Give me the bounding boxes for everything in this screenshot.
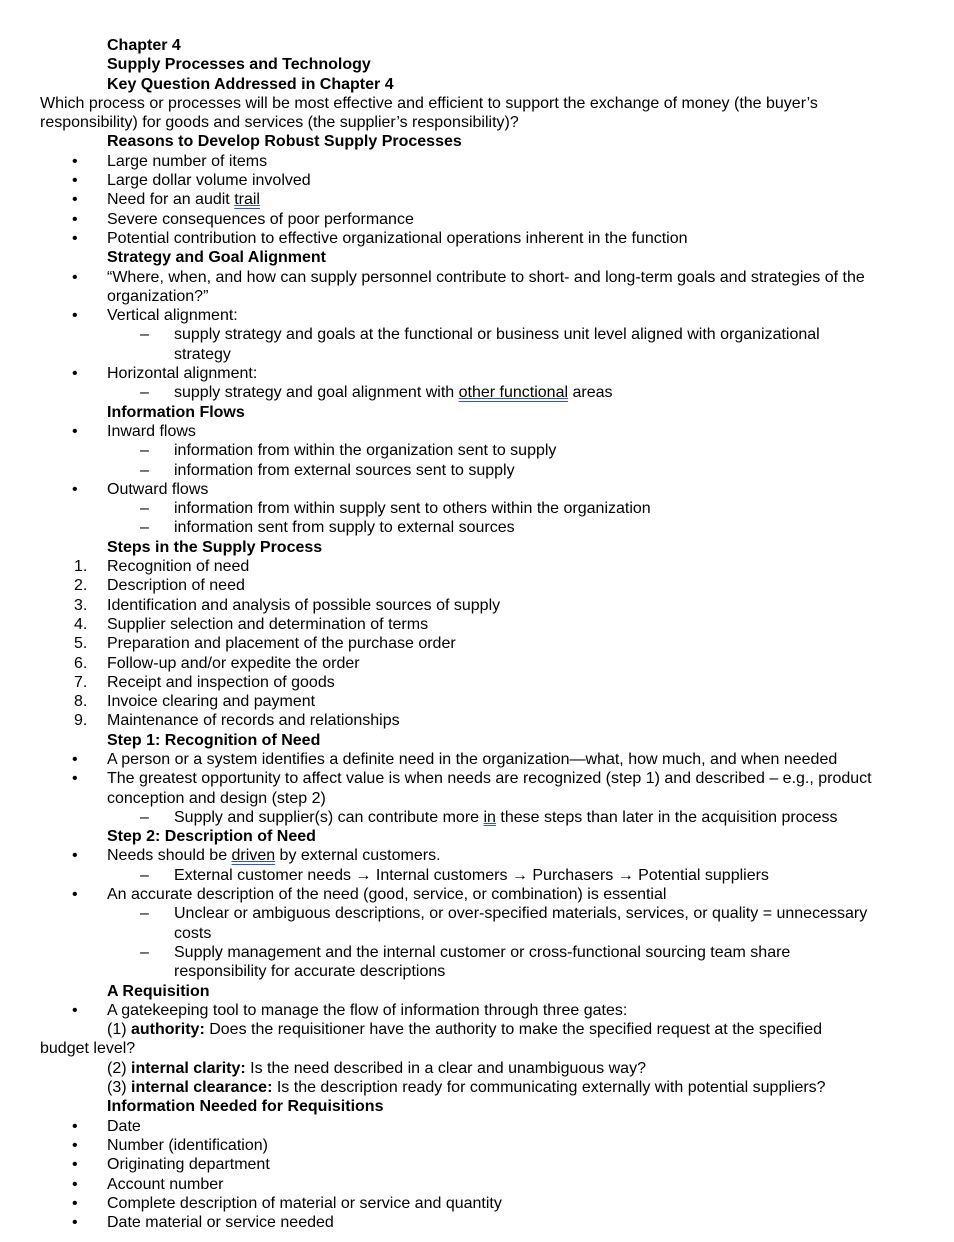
list-item: • Number (identification) xyxy=(72,1136,268,1154)
list-item: • Account number xyxy=(72,1175,224,1193)
list-item: • Needs should be driven by external customers. xyxy=(72,847,441,865)
numbered-item: 6. Follow-up and/or expedite the order xyxy=(74,654,360,672)
numbered-item: 7. Receipt and inspection of goods xyxy=(74,673,335,691)
numbered-item: 9. Maintenance of records and relationships xyxy=(74,712,400,730)
bullet-icon: • xyxy=(72,210,78,228)
sub-list-item: – supply strategy and goals at the functional or business unit level aligned with organizational xyxy=(140,326,820,344)
dash-icon: – xyxy=(140,461,149,479)
list-item: • Horizontal alignment: xyxy=(72,365,258,383)
bullet-icon: • xyxy=(72,191,78,209)
numbered-item: 3. Identification and analysis of possible sources of supply xyxy=(74,596,501,614)
sub-list-item: – External customer needs → Internal customers → Purchasers → Potential suppliers xyxy=(140,866,769,884)
step2-heading: Step 2: Description of Need xyxy=(107,828,316,846)
sub-list-item: – information from within the organization sent to supply xyxy=(140,442,557,460)
sub-list-item: – information from external sources sent to supply xyxy=(140,461,515,479)
list-item-continuation: organization?” xyxy=(107,287,209,305)
list-item: • Inward flows xyxy=(72,422,196,440)
strategy-heading: Strategy and Goal Alignment xyxy=(107,249,326,267)
key-question-line: responsibility) for goods and services (the supplier’s responsibility)? xyxy=(40,114,519,132)
spellcheck-word[interactable]: trail xyxy=(234,191,260,209)
info-needed-heading: Information Needed for Requisitions xyxy=(107,1098,384,1116)
bullet-icon: • xyxy=(72,1194,78,1212)
bullet-icon: • xyxy=(72,172,78,190)
bullet-icon: • xyxy=(72,268,78,286)
step1-heading: Step 1: Recognition of Need xyxy=(107,731,321,749)
list-item: • Severe consequences of poor performance xyxy=(72,210,414,228)
numbered-item: 8. Invoice clearing and payment xyxy=(74,693,316,711)
bullet-icon: • xyxy=(72,152,78,170)
list-item: • Originating department xyxy=(72,1156,270,1174)
chapter-title: Chapter 4 xyxy=(107,37,181,54)
bullet-icon: • xyxy=(72,886,78,904)
bullet-icon: • xyxy=(72,1117,78,1135)
dash-icon: – xyxy=(140,500,149,518)
bullet-icon: • xyxy=(72,1001,78,1019)
bullet-icon: • xyxy=(72,770,78,788)
sub-list-item-continuation: costs xyxy=(174,924,212,942)
dash-icon: – xyxy=(140,519,149,537)
sub-list-item: – Supply management and the internal customer or cross-functional sourcing team share xyxy=(140,943,791,961)
list-item: • An accurate description of the need (good, service, or combination) is essential xyxy=(72,886,667,904)
list-item: • Potential contribution to effective organizational operations inherent in the function xyxy=(72,229,688,247)
numbered-item: 1. Recognition of need xyxy=(74,558,250,576)
bullet-icon: • xyxy=(72,847,78,865)
bullet-icon: • xyxy=(72,307,78,325)
gate-item-continuation: budget level? xyxy=(40,1040,136,1058)
dash-icon: – xyxy=(140,384,149,402)
document-page xyxy=(0,36,954,1232)
key-question-line: Which process or processes will be most effective and efficient to support the exchange of money (the buyer’s xyxy=(40,94,818,112)
list-item: • Date xyxy=(72,1117,141,1135)
numbered-item: 4. Supplier selection and determination of terms xyxy=(74,615,429,633)
bullet-icon: • xyxy=(72,365,78,383)
sub-list-item: – Supply and supplier(s) can contribute more in these steps than later in the acquisition process xyxy=(140,808,838,826)
sub-list-item-continuation: strategy xyxy=(174,345,231,363)
bullet-icon: • xyxy=(72,1136,78,1154)
bullet-icon: • xyxy=(72,480,78,498)
requisition-heading: A Requisition xyxy=(107,982,210,1000)
dash-icon: – xyxy=(140,442,149,460)
dash-icon: – xyxy=(140,905,149,923)
sub-list-item: – information from within supply sent to others within the organization xyxy=(140,500,651,518)
list-item: • Date material or service needed xyxy=(72,1214,334,1232)
spellcheck-word[interactable]: driven xyxy=(231,847,276,865)
sub-list-item-continuation: responsibility for accurate descriptions xyxy=(174,963,446,981)
spellcheck-word[interactable]: in xyxy=(483,808,496,826)
list-item-continuation: conception and design (step 2) xyxy=(107,789,326,807)
sub-list-item: – information sent from supply to external sources xyxy=(140,519,515,537)
list-item: • The greatest opportunity to affect value is when needs are recognized (step 1) and described – e.g., product xyxy=(72,770,872,788)
chapter-subtitle: Supply Processes and Technology xyxy=(107,56,371,74)
list-item: • “Where, when, and how can supply personnel contribute to short- and long-term goals and strategies of the xyxy=(72,268,865,286)
gate-item: (1) authority: Does the requisitioner have the authority to make the specified request at the specified xyxy=(107,1021,823,1039)
list-item: • Need for an audit trail xyxy=(72,191,260,209)
bullet-icon: • xyxy=(72,1214,78,1232)
gate-item: (3) internal clearance: Is the description ready for communicating externally with potential suppliers? xyxy=(107,1079,826,1097)
list-item: • Outward flows xyxy=(72,480,209,498)
bullet-icon: • xyxy=(72,750,78,768)
spellcheck-word[interactable]: other functional xyxy=(458,384,569,402)
key-question-heading: Key Question Addressed in Chapter 4 xyxy=(107,75,394,93)
dash-icon: – xyxy=(140,326,149,344)
list-item: • A person or a system identifies a definite need in the organization—what, how much, and when needed xyxy=(72,750,838,768)
dash-icon: – xyxy=(140,866,149,884)
list-item: • Large number of items xyxy=(72,152,268,170)
dash-icon: – xyxy=(140,943,149,961)
info-flows-heading: Information Flows xyxy=(107,403,245,421)
bullet-icon: • xyxy=(72,229,78,247)
bullet-icon: • xyxy=(72,1175,78,1193)
list-item: • Large dollar volume involved xyxy=(72,172,311,190)
numbered-item: 2. Description of need xyxy=(74,577,245,595)
dash-icon: – xyxy=(140,808,149,826)
list-item: • Vertical alignment: xyxy=(72,307,238,325)
numbered-item: 5. Preparation and placement of the purchase order xyxy=(74,635,456,653)
bullet-icon: • xyxy=(72,422,78,440)
steps-heading: Steps in the Supply Process xyxy=(107,538,323,556)
sub-list-item: – Unclear or ambiguous descriptions, or over-specified materials, services, or quality = unnecessary xyxy=(140,905,868,923)
reasons-heading: Reasons to Develop Robust Supply Processes xyxy=(107,133,462,151)
sub-list-item: – supply strategy and goal alignment with other functional areas xyxy=(140,384,613,402)
gate-item: (2) internal clarity: Is the need described in a clear and unambiguous way? xyxy=(107,1059,646,1077)
list-item: • A gatekeeping tool to manage the flow of information through three gates: xyxy=(72,1001,628,1019)
list-item: • Complete description of material or service and quantity xyxy=(72,1194,502,1212)
bullet-icon: • xyxy=(72,1156,78,1174)
